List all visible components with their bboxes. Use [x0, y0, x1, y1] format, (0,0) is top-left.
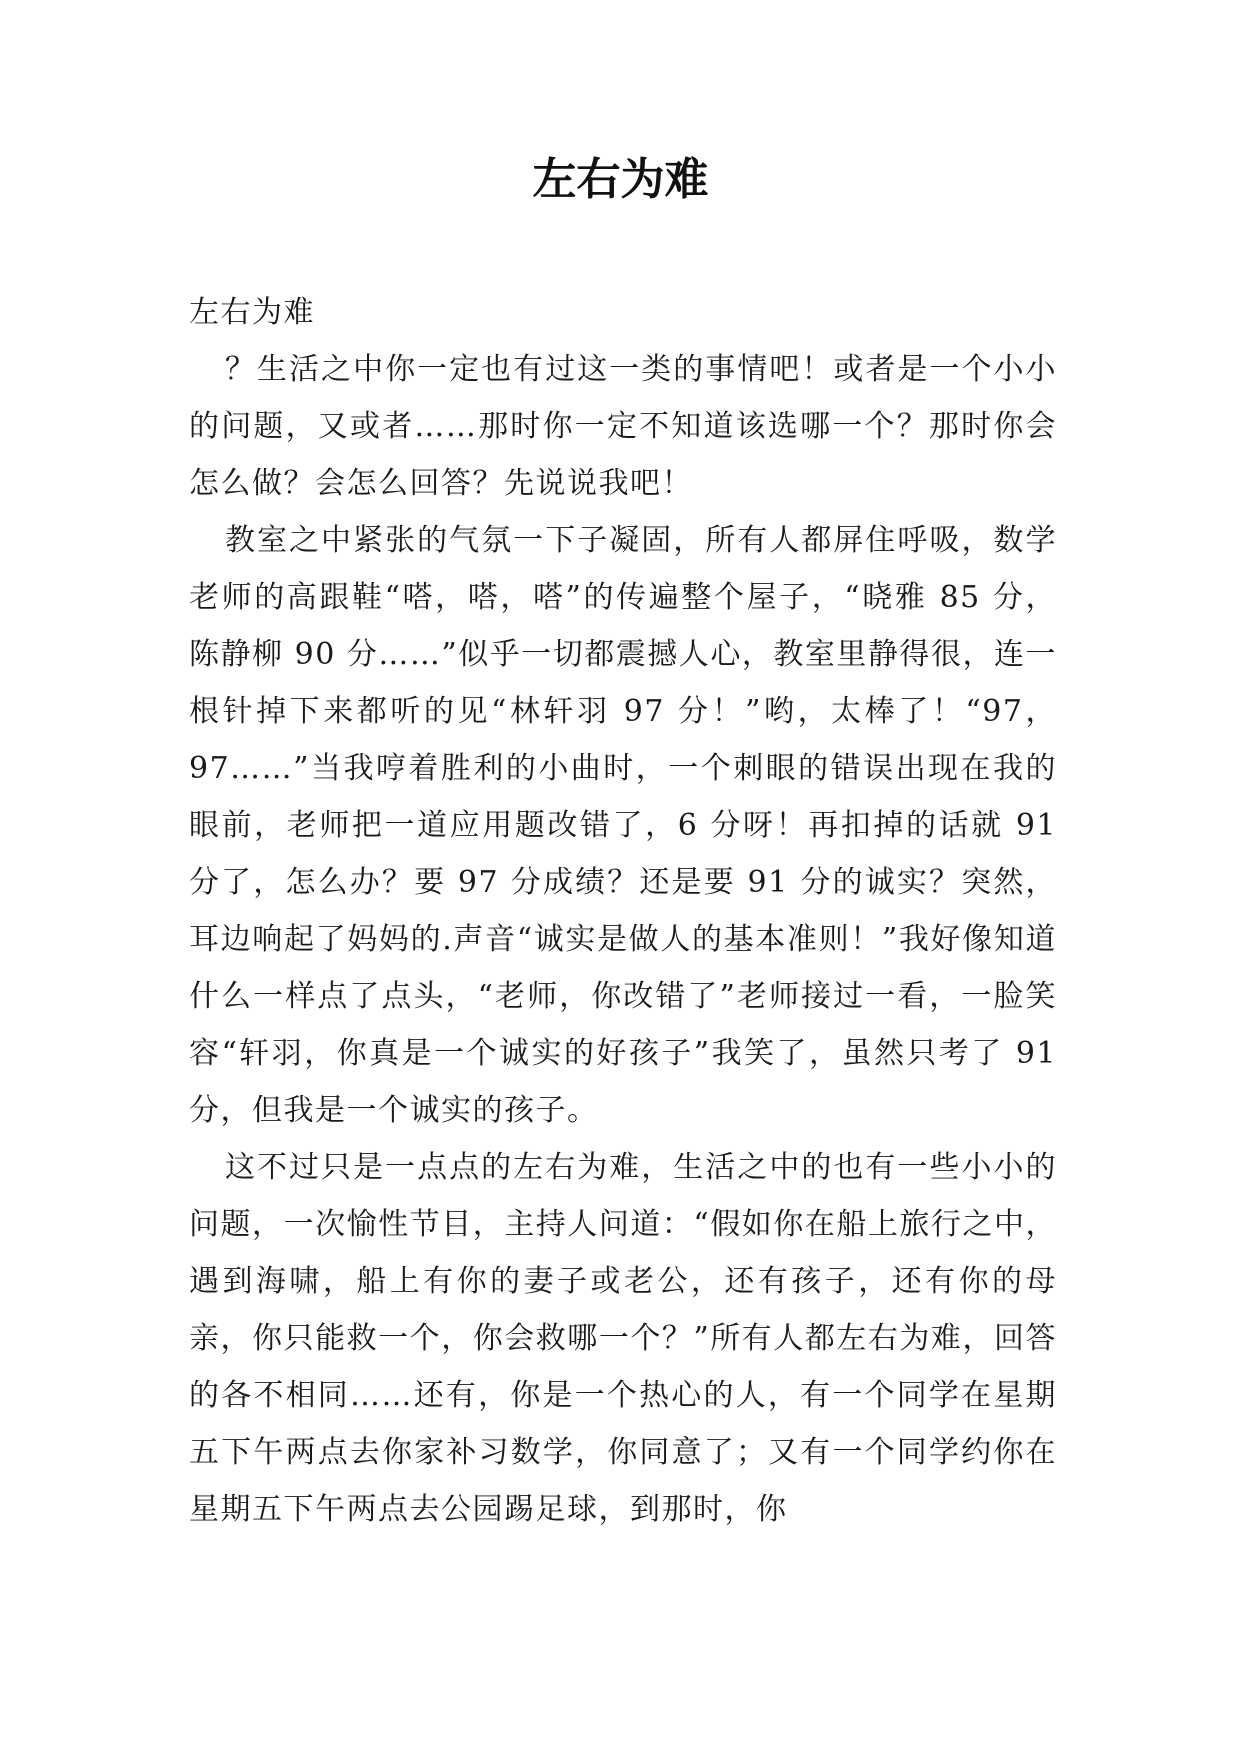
paragraph: ？生活之中你一定也有过这一类的事情吧！或者是一个小小的问题，又或者……那时你一定不知道该选哪一个？那时你会怎么做？会怎么回答？先说说我吧！	[189, 352, 1057, 501]
document-subtitle: 左右为难	[189, 295, 315, 330]
paragraph: 教室之中紧张的气氛一下子凝固，所有人都屏住呼吸，数学老师的高跟鞋“嗒，嗒，嗒”的传遍整个屋子，“晓雅 85 分，陈静柳 90 分……”似乎一切都震撼人心，教室里静得很，连一根针掉下来都听的见“林轩羽 97 分！”哟，太棒了！“97，97……”当我哼着胜利的小曲时，一个刺眼的错误出现在我的眼前，老师把一道应用题改错了，6 分呀！再扣掉的话就 91 分了，怎么办？要 97 分成绩？还是要 91 分的诚实？突然，耳边响起了妈妈的.声音“诚实是做人的基本准则！”我好像知道什么一样点了点头，“老师，你改错了”老师接过一看，一脸笑容“轩羽，你真是一个诚实的好孩子”我笑了，虽然只考了 91 分，但我是一个诚实的孩子。	[189, 523, 1057, 1128]
paragraph: 这不过只是一点点的左右为难，生活之中的也有一些小小的问题，一次愉性节目，主持人问道：“假如你在船上旅行之中，遇到海啸，船上有你的妻子或老公，还有孩子，还有你的母亲，你只能救一个，你会救哪一个？”所有人都左右为难，回答的各不相同……还有，你是一个热心的人，有一个同学在星期五下午两点去你家补习数学，你同意了；又有一个同学约你在星期五下午两点去公园踢足球，到那时，你	[189, 1150, 1057, 1527]
document-body	[189, 284, 1057, 1538]
document-title: 左右为难	[532, 154, 709, 205]
